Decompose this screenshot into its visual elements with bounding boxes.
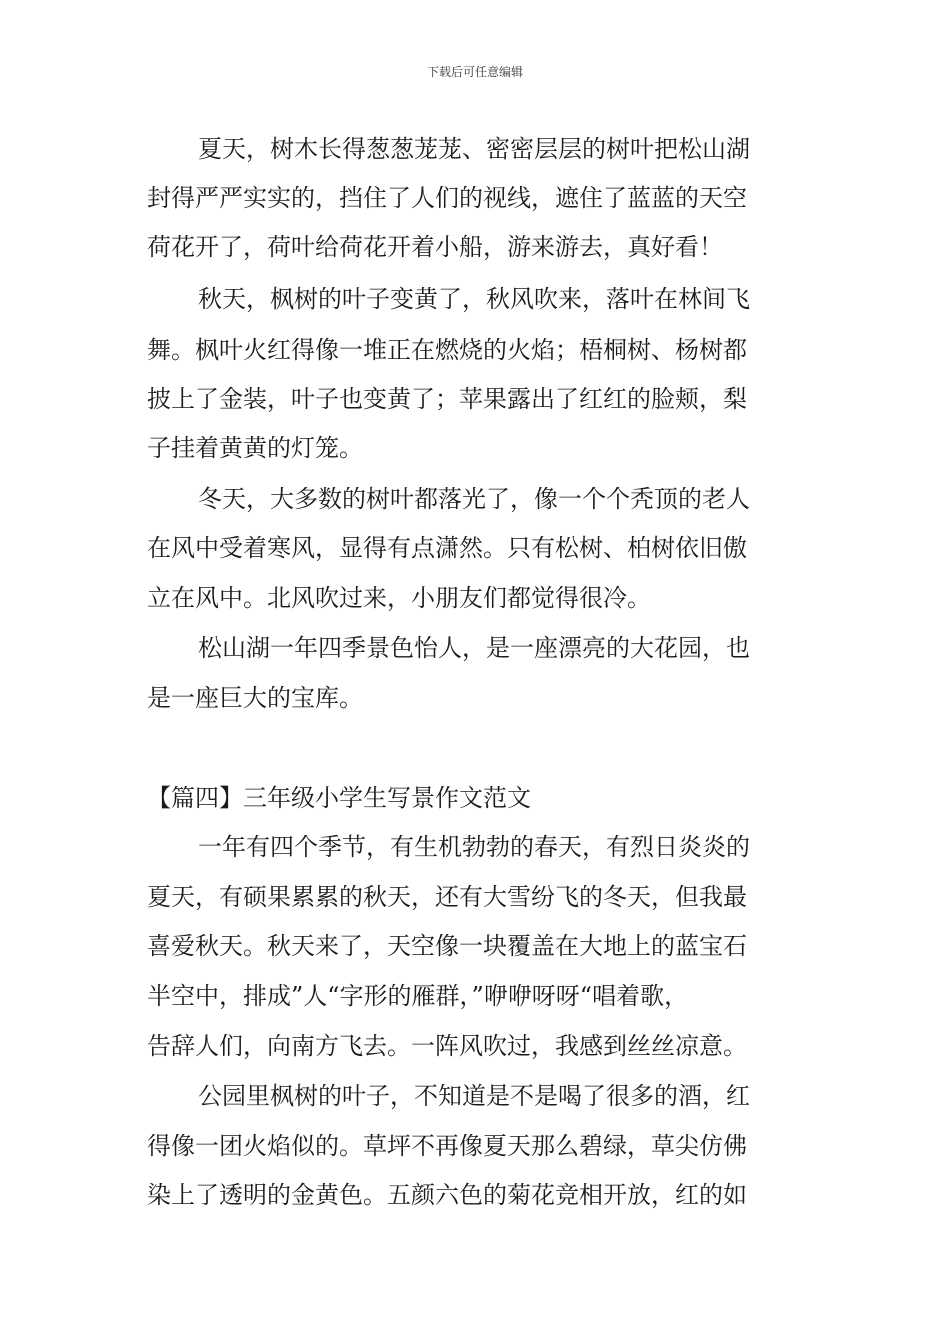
text-line: 舞。枫叶火红得像一堆正在燃烧的火焰；梧桐树、杨树都: [147, 336, 747, 364]
text-line: 夏天，有硕果累累的秋天，还有大雪纷飞的冬天，但我最: [147, 883, 747, 911]
text-line: 半空中，排成”人“字形的雁群，”咿咿呀呀“唱着歌，: [147, 982, 689, 1010]
text-line: 荷花开了，荷叶给荷花开着小船，游来游去，真好看！: [147, 233, 723, 261]
text-line: 一年有四个季节，有生机勃勃的春天，有烈日炎炎的: [198, 833, 750, 861]
text-line: 是一座巨大的宝库。: [147, 684, 363, 712]
text-line: 立在风中。北风吹过来，小朋友们都觉得很冷。: [147, 584, 651, 612]
text-line: 松山湖一年四季景色怡人，是一座漂亮的大花园，也: [198, 634, 750, 662]
text-line: 冬天，大多数的树叶都落光了，像一个个秃顶的老人: [198, 485, 750, 513]
text-line: 得像一团火焰似的。草坪不再像夏天那么碧绿，草尖仿佛: [147, 1132, 747, 1160]
text-line: 染上了透明的金黄色。五颜六色的菊花竞相开放，红的如: [147, 1181, 747, 1209]
text-line: 在风中受着寒风，显得有点潇然。只有松树、柏树依旧傲: [147, 534, 747, 562]
page-header-note: 下载后可任意编辑: [426, 65, 523, 79]
text-line: 秋天，枫树的叶子变黄了，秋风吹来，落叶在林间飞: [198, 285, 750, 313]
text-line: 公园里枫树的叶子，不知道是不是喝了很多的酒，红: [198, 1082, 750, 1110]
text-line: 子挂着黄黄的灯笼。: [147, 434, 363, 462]
text-line: 告辞人们，向南方飞去。一阵风吹过，我感到丝丝凉意。: [147, 1032, 747, 1060]
text-line: 封得严严实实的，挡住了人们的视线，遮住了蓝蓝的天空: [147, 184, 747, 212]
text-line: 披上了金装，叶子也变黄了；苹果露出了红红的脸颊，梨: [147, 385, 747, 413]
text-line: 喜爱秋天。秋天来了，天空像一块覆盖在大地上的蓝宝石: [147, 932, 747, 960]
section-heading: 【篇四】三年级小学生写景作文范文: [147, 784, 531, 812]
text-line: 夏天，树木长得葱葱茏茏、密密层层的树叶把松山湖: [198, 135, 750, 163]
